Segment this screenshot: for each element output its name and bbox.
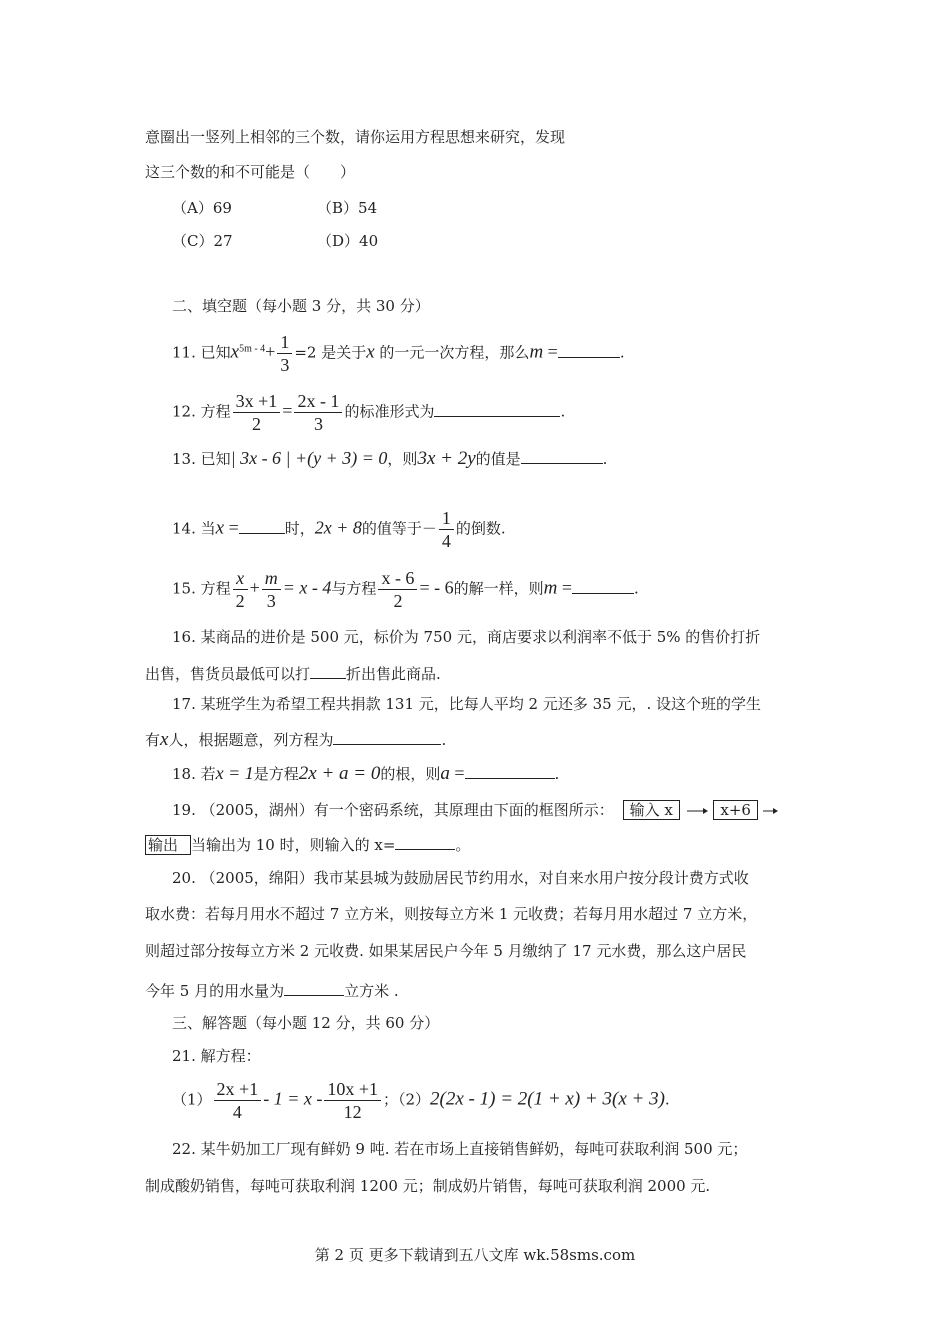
q11-m: m: [529, 341, 544, 363]
q12-eq: =: [282, 400, 293, 421]
q19-line2: 当输出为 10 时，则输入的 x=: [191, 836, 396, 854]
option-c: （C）27: [172, 232, 233, 250]
q12-end: .: [560, 402, 566, 421]
q15-mid: 与方程: [331, 579, 377, 598]
q21-sep: ；（2）: [382, 1090, 431, 1109]
q11-end: .: [619, 343, 625, 362]
q18-eq: =: [449, 763, 465, 783]
q18-a: a: [440, 763, 450, 784]
q13-comma: ，则: [387, 450, 418, 468]
q12-num1: 3x +1: [233, 390, 281, 413]
question-11: [172, 331, 625, 376]
q14-mid: 时，: [284, 519, 315, 538]
q15-eq2: = - 6: [419, 577, 454, 598]
q14-den: 4: [441, 531, 451, 551]
q21-d1: 4: [232, 1102, 242, 1122]
q19-end: 。: [455, 836, 471, 854]
x-plus-6-box: x+6: [713, 800, 758, 820]
q20-line4a: 今年 5 月的用水量为: [145, 982, 285, 1000]
question-15: [172, 567, 639, 612]
q11-den: 3: [280, 355, 290, 375]
q11-fraction: [277, 331, 292, 376]
q15-prefix: 15. 方程: [172, 579, 231, 598]
arrow-right-icon: [763, 806, 779, 816]
q17-answer-blank[interactable]: [333, 730, 441, 745]
q12-suffix: 的标准形式为: [344, 402, 435, 421]
output-box: 输出: [145, 835, 191, 855]
q12-den2: 3: [313, 414, 323, 434]
q15-mid2: 的解一样，则: [453, 579, 544, 598]
q15-end: .: [634, 579, 639, 598]
q18-mid2: 的根，则: [380, 765, 441, 783]
q15-fraction-2: [262, 567, 281, 612]
question-22-line-2: 制成酸奶销售，每吨可获取利润 1200 元；制成奶片销售，每吨可获取利润 2000 元.: [145, 1177, 711, 1195]
question-20-line-3: 则超过部分按每立方米 2 元收费. 如果某居民户今年 5 月缴纳了 17 元水费，那么这户居民: [145, 942, 747, 960]
q20-answer-blank[interactable]: [284, 981, 344, 996]
q12-prefix: 12. 方程: [172, 402, 231, 421]
q19-answer-blank[interactable]: [395, 835, 455, 850]
q11-eq: =2 是关于: [294, 343, 367, 362]
intro-line-2: 这三个数的和不可能是（ ）: [145, 163, 356, 181]
q21-expr2: 2(2x - 1) = 2(1 + x) + 3(x + 3): [430, 1088, 665, 1110]
question-19-line-1: [172, 800, 779, 820]
q16-line2b: 折出售此商品.: [346, 665, 441, 683]
question-20-line-4: [145, 981, 399, 999]
q12-den1: 2: [251, 414, 261, 434]
q13-expr2: 3x + 2y: [417, 448, 476, 469]
q21-fraction-2: [324, 1078, 381, 1123]
q21-n1: 2x +1: [214, 1078, 262, 1101]
q21-part-1-label: （1）: [172, 1090, 212, 1109]
q15-fraction-3: [378, 567, 417, 612]
q18-expr2: 2x + a = 0: [298, 763, 381, 784]
q17-var: x: [160, 729, 169, 750]
question-17-line-2: [145, 730, 446, 749]
q12-fraction-1: [233, 390, 281, 435]
question-16-line-2: [145, 664, 441, 682]
q14-mid2: 的值等于－: [361, 519, 437, 538]
intro-line-1: 意圈出一竖列上相邻的三个数，请你运用方程思想来研究，发现: [145, 128, 566, 146]
q13-prefix: 13. 已知: [172, 450, 231, 468]
page-footer: 第 2 页 更多下载请到五八文库 wk.58sms.com: [314, 1246, 636, 1264]
q14-answer-blank[interactable]: [239, 519, 285, 534]
question-18: [172, 764, 559, 783]
q18-mid: 是方程: [253, 765, 299, 783]
q17-end: .: [441, 731, 447, 749]
question-17-line-1: 17. 某班学生为希望工程共捐款 131 元，比每人平均 2 元还多 35 元，. 设这个班的学生: [172, 695, 762, 713]
q14-var: x: [215, 517, 225, 539]
question-12: [172, 390, 565, 435]
q14-eq: =: [224, 517, 239, 538]
q15-n2: m: [264, 568, 278, 588]
q13-expr: | 3x - 6 | +(y + 3) = 0: [230, 448, 388, 468]
q15-eq3: =: [557, 577, 572, 598]
q14-num: 1: [439, 507, 454, 530]
option-d: （D）40: [317, 232, 379, 250]
question-21-title: 21. 解方程：: [172, 1047, 261, 1065]
q21-fraction-1: [214, 1078, 262, 1123]
question-22-line-1: 22. 某牛奶加工厂现有鲜奶 9 吨. 若在市场上直接销售鲜奶，每吨可获取利润 500 元；: [172, 1140, 748, 1158]
q15-m: m: [543, 577, 558, 599]
question-14: [172, 507, 506, 552]
q15-d3: 2: [393, 591, 403, 611]
q14-fraction: [439, 507, 454, 552]
q18-end: .: [554, 765, 560, 783]
q18-expr: x = 1: [215, 763, 254, 783]
q17-line2b: 人，根据题意，列方程为: [168, 731, 334, 749]
q11-var2: x: [366, 341, 375, 363]
q21-n2: 10x +1: [324, 1078, 381, 1101]
question-16-line-1: 16. 某商品的进价是 500 元，标价为 750 元，商店要求以利润率不低于 5% 的售价打折: [172, 628, 761, 646]
q12-num2: 2x - 1: [294, 390, 342, 413]
q21-mid: - 1 = x -: [263, 1088, 323, 1109]
question-13: [172, 449, 607, 468]
q11-exponent: 5m - 4: [239, 343, 266, 355]
q18-prefix: 18. 若: [172, 765, 216, 783]
question-21-equations: [172, 1078, 670, 1123]
q14-prefix: 14. 当: [172, 519, 216, 538]
q14-suffix: 的倒数.: [455, 519, 506, 538]
q15-answer-blank[interactable]: [572, 579, 634, 594]
q17-line2a: 有: [145, 731, 161, 749]
q11-prefix: 11. 已知: [172, 343, 231, 362]
q12-fraction-2: [294, 390, 342, 435]
q11-plus: +: [265, 341, 276, 362]
q16-answer-blank[interactable]: [310, 664, 346, 679]
option-a: （A）69: [172, 199, 232, 217]
q12-answer-blank[interactable]: [434, 402, 560, 417]
q21-d2: 12: [343, 1102, 362, 1122]
arrow-right-icon: [685, 806, 709, 816]
q11-num: 1: [277, 331, 292, 354]
q15-plus: +: [249, 577, 260, 598]
q19-line1: 19. （2005，湖州）有一个密码系统，其原理由下面的框图所示：: [172, 801, 614, 819]
q15-eq: = x - 4: [282, 577, 332, 598]
q11-answer-blank[interactable]: [558, 343, 620, 358]
question-20-line-2: 取水费：若每月用水不超过 7 立方米，则按每立方米 1 元收费；若每月用水超过 7 立方米，: [145, 905, 758, 923]
q20-line4b: 立方米 .: [344, 982, 399, 1000]
q11-var: x: [230, 341, 240, 363]
q11-eq2: =: [543, 341, 558, 362]
q11-mid: 的一元一次方程，那么: [374, 343, 530, 362]
option-b: （B）54: [317, 199, 378, 217]
q15-n3: x - 6: [378, 567, 417, 590]
q13-answer-blank[interactable]: [521, 449, 603, 464]
input-x-box: 输入 x: [623, 800, 680, 820]
q15-d2: 3: [266, 591, 276, 611]
q14-expr: 2x + 8: [314, 517, 362, 538]
q18-answer-blank[interactable]: [465, 764, 555, 779]
section-3-heading: 三、解答题（每小题 12 分，共 60 分）: [172, 1014, 440, 1032]
section-2-heading: 二、填空题（每小题 3 分，共 30 分）: [172, 297, 430, 315]
question-19-line-2: [145, 835, 470, 855]
q15-n1: x: [236, 568, 245, 588]
q13-end: .: [602, 450, 608, 468]
q16-line2a: 出售，售货员最低可以打: [145, 665, 311, 683]
q13-suffix: 的值是: [475, 450, 521, 468]
question-20-line-1: 20. （2005，绵阳）我市某县城为鼓励居民节约用水，对自来水用户按分段计费方式收: [172, 869, 749, 887]
q15-d1: 2: [235, 591, 245, 611]
q21-end: .: [664, 1090, 670, 1109]
q15-fraction-1: [233, 567, 248, 612]
